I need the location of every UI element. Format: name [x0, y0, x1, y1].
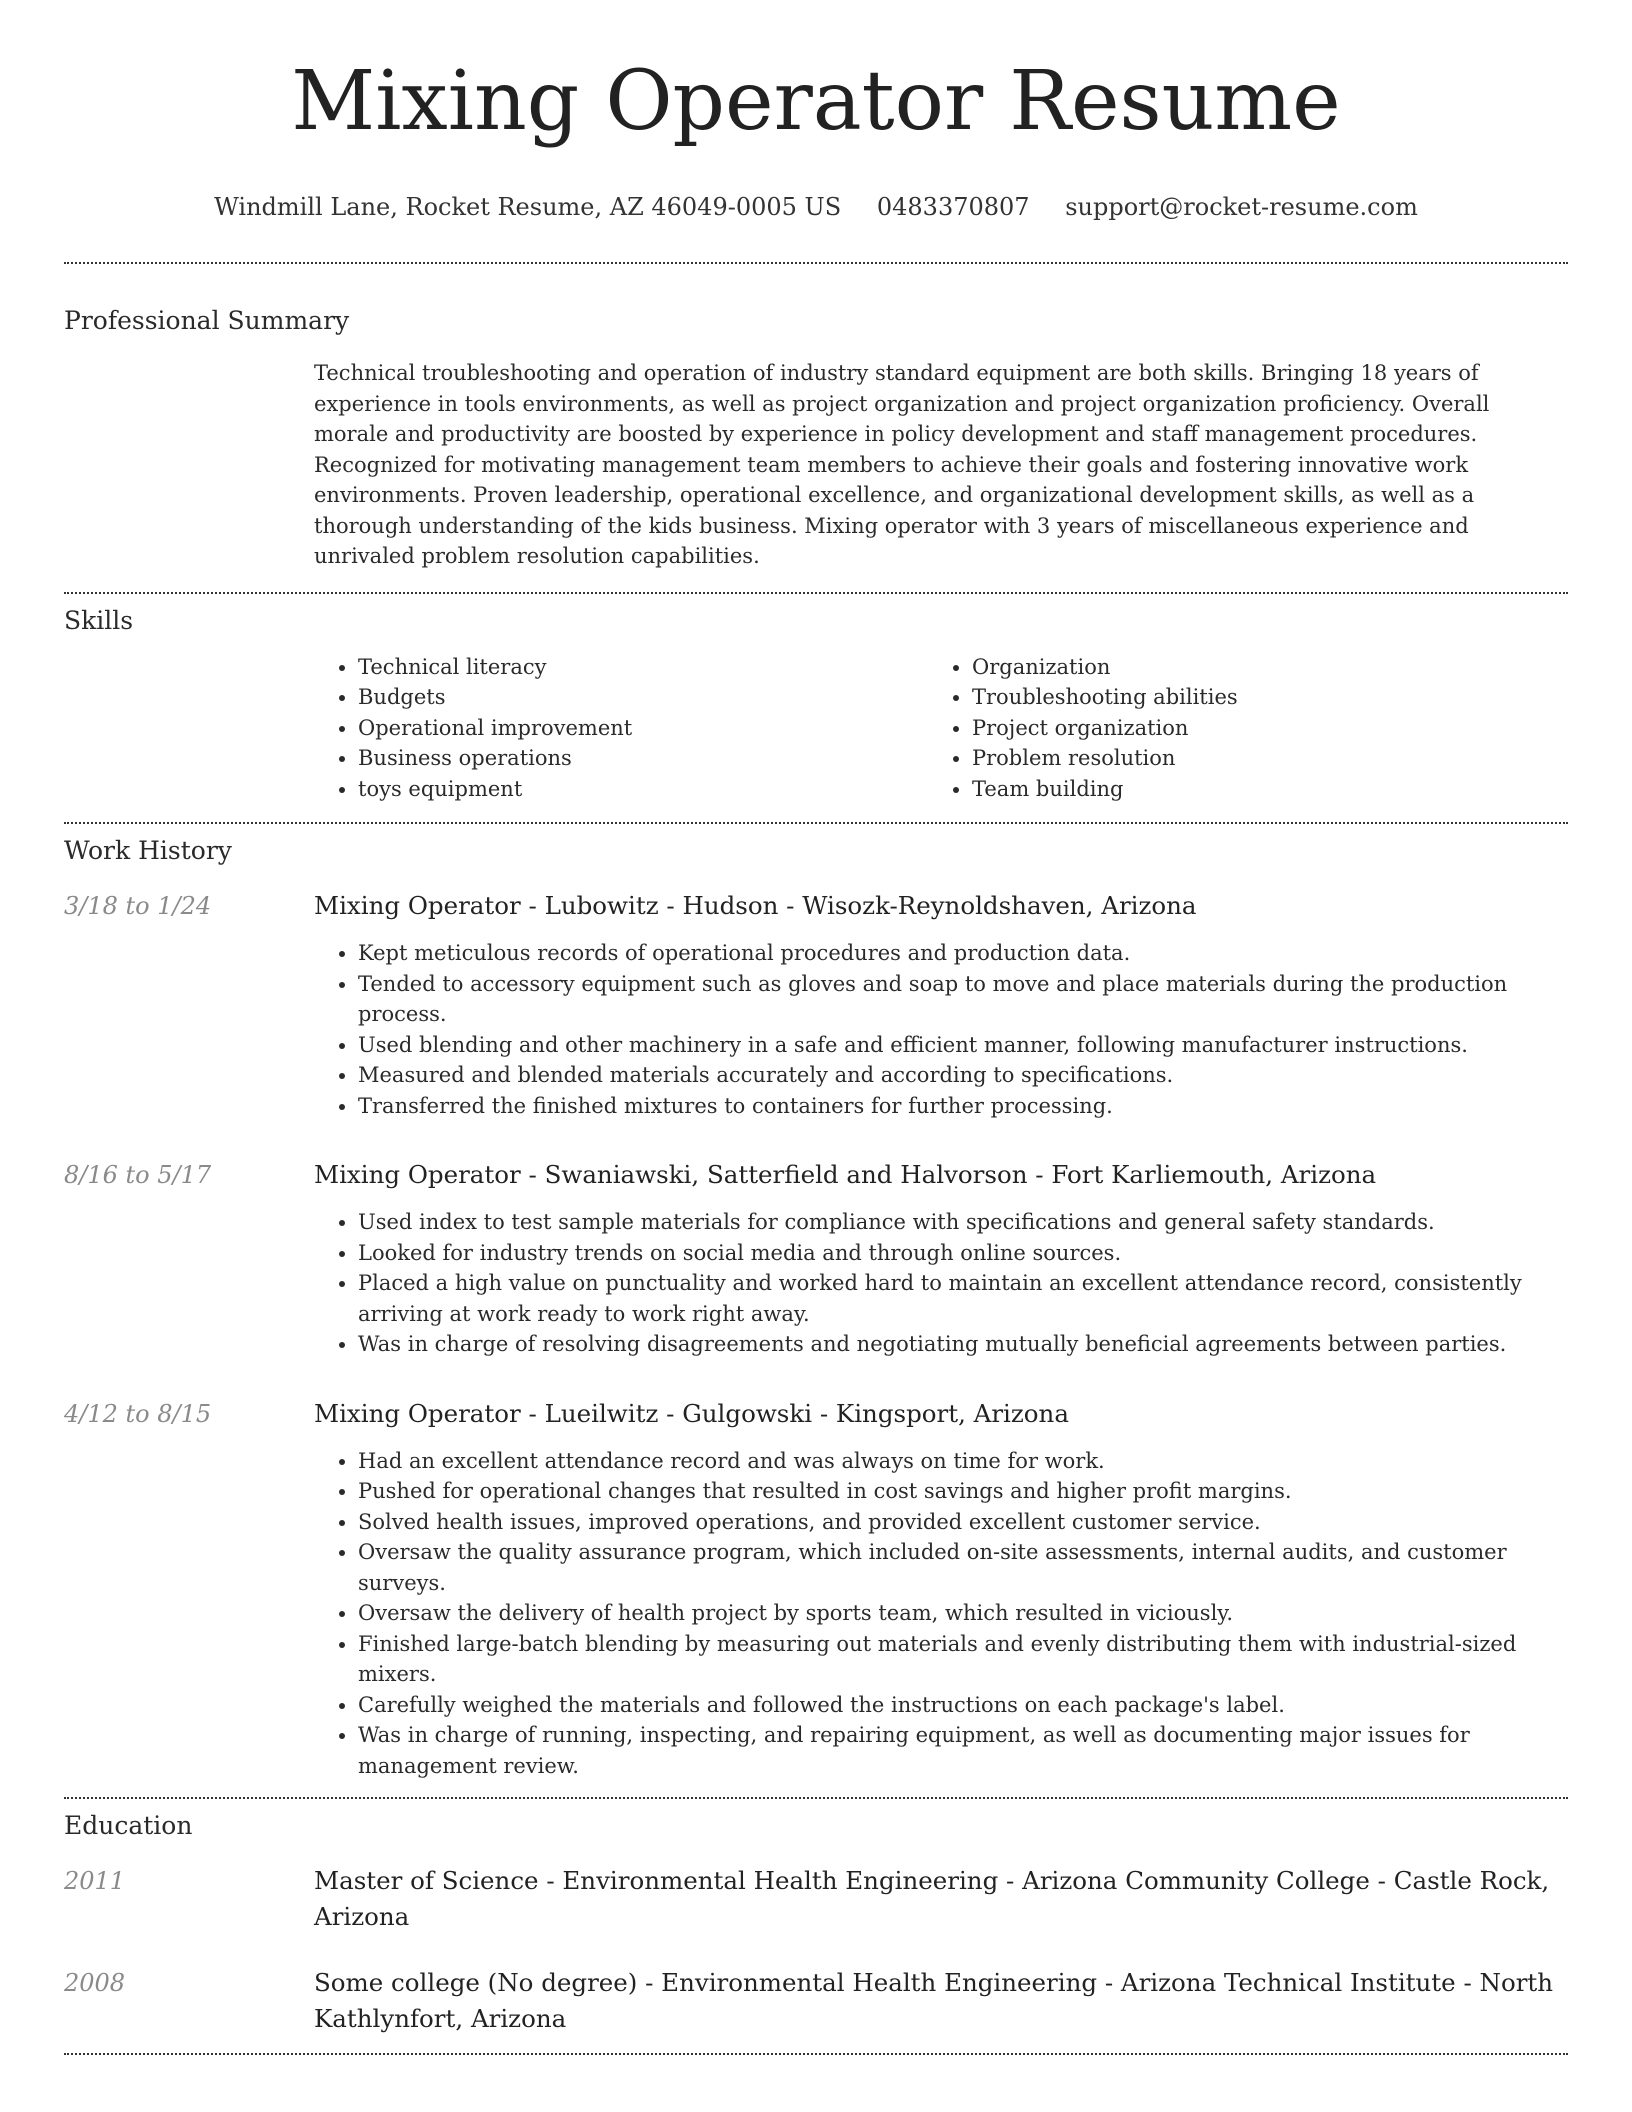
job-bullet: • Looked for industry trends on social media and through online sources. — [358, 1238, 1568, 1269]
education-title: Master of Science - Environmental Health Engineering - Arizona Community College - Castle Rock, Arizona — [314, 1866, 1550, 1931]
skill-item: • Problem resolution — [972, 743, 1542, 774]
education-entry — [64, 1863, 1568, 1935]
contact-email: support@rocket-resume.com — [1065, 193, 1418, 221]
job-entry — [64, 1396, 1568, 1782]
job-dates: 3/18 to 1/24 — [64, 892, 212, 920]
job-bullet: • Oversaw the delivery of health project by sports team, which resulted in viciously. — [358, 1598, 1568, 1629]
contact-line — [64, 190, 1568, 224]
job-entry — [64, 888, 1568, 1121]
skill-item: • Project organization — [972, 713, 1542, 744]
job-bullet: • Used index to test sample materials for compliance with specifications and general safety standards. — [358, 1207, 1568, 1238]
job-dates: 8/16 to 5/17 — [64, 1161, 212, 1189]
skill-item: • Operational improvement — [358, 713, 928, 744]
skills-grid — [314, 652, 1568, 805]
job-bullet: • Had an excellent attendance record and was always on time for work. — [358, 1446, 1568, 1477]
section-title-skills: Skills — [64, 605, 134, 635]
contact-phone: 0483370807 — [876, 193, 1030, 221]
skill-item: • Technical literacy — [358, 652, 928, 683]
job-bullet: • Tended to accessory equipment such as gloves and soap to move and place materials during the production process. — [358, 969, 1568, 1030]
job-bullet: • Transferred the finished mixtures to containers for further processing. — [358, 1091, 1568, 1122]
job-bullets — [314, 1207, 1568, 1360]
education-year: 2008 — [64, 1969, 126, 1997]
divider — [64, 592, 1568, 594]
contact-address: Windmill Lane, Rocket Resume, AZ 46049-0005 US — [214, 193, 842, 221]
job-bullets — [314, 1446, 1568, 1782]
job-bullet: • Carefully weighed the materials and followed the instructions on each package's label. — [358, 1690, 1568, 1721]
job-title: Mixing Operator - Swaniawski, Satterfield and Halvorson - Fort Karliemouth, Arizona — [314, 1160, 1377, 1189]
resume-title: Mixing Operator Resume — [291, 54, 1341, 149]
skill-item: • toys equipment — [358, 774, 928, 805]
skills-list-left — [314, 652, 928, 805]
job-bullet: • Finished large-batch blending by measuring out materials and evenly distributing them with industrial-sized mixers. — [358, 1629, 1568, 1690]
section-title-work: Work History — [64, 836, 232, 865]
divider — [64, 2053, 1568, 2055]
section-title-education: Education — [64, 1811, 193, 1840]
job-bullets — [314, 938, 1568, 1121]
job-bullet: • Placed a high value on punctuality and worked hard to maintain an excellent attendance record, consistently arriving at work ready to work right away. — [358, 1268, 1568, 1329]
education-title: Some college (No degree) - Environmental Health Engineering - Arizona Technical Institute - North Kathlynfort, Arizona — [314, 1968, 1554, 2033]
job-bullet: • Was in charge of running, inspecting, and repairing equipment, as well as documenting major issues for management review. — [358, 1720, 1568, 1781]
job-bullet: • Pushed for operational changes that resulted in cost savings and higher profit margins. — [358, 1476, 1568, 1507]
job-bullet: • Used blending and other machinery in a safe and efficient manner, following manufacturer instructions. — [358, 1030, 1568, 1061]
divider — [64, 822, 1568, 824]
skill-item: • Organization — [972, 652, 1542, 683]
job-title: Mixing Operator - Lubowitz - Hudson - Wisozk-Reynoldshaven, Arizona — [314, 891, 1197, 920]
education-entry — [64, 1965, 1568, 2037]
skill-item: • Team building — [972, 774, 1542, 805]
skills-list-right — [928, 652, 1542, 805]
job-title: Mixing Operator - Lueilwitz - Gulgowski - Kingsport, Arizona — [314, 1398, 1069, 1428]
resume-page — [64, 0, 1568, 2055]
section-title-summary: Professional Summary — [64, 306, 350, 335]
job-bullet: • Solved health issues, improved operations, and provided excellent customer service. — [358, 1507, 1568, 1538]
skill-item: • Business operations — [358, 743, 928, 774]
summary-text: Technical troubleshooting and operation of industry standard equipment are both skills. Bringing 18 years of experience in tools environments, as well as project organization and project organization proficiency. Overall morale and productivity are boosted by experience in policy development and staff management procedures. Recognized for motivating management team members to achieve their goals and fostering innovative work environments. Proven leadership, operational excellence, and organizational development skills, as well as a thorough understanding of the kids business. Mixing operator with 3 years of miscellaneous experience and unrivaled problem resolution capabilities. — [314, 361, 1490, 568]
divider — [64, 1797, 1568, 1799]
job-bullet: • Was in charge of resolving disagreements and negotiating mutually beneficial agreements between parties. — [358, 1329, 1568, 1360]
skill-item: • Budgets — [358, 682, 928, 713]
education-year: 2011 — [64, 1867, 126, 1895]
job-dates: 4/12 to 8/15 — [64, 1399, 212, 1428]
job-bullet: • Kept meticulous records of operational procedures and production data. — [358, 938, 1568, 969]
skill-item: • Troubleshooting abilities — [972, 682, 1542, 713]
job-bullet: • Oversaw the quality assurance program, which included on-site assessments, internal audits, and customer surveys. — [358, 1537, 1568, 1598]
divider — [64, 262, 1568, 264]
job-bullet: • Measured and blended materials accurately and according to specifications. — [358, 1060, 1568, 1091]
job-entry — [64, 1157, 1568, 1360]
